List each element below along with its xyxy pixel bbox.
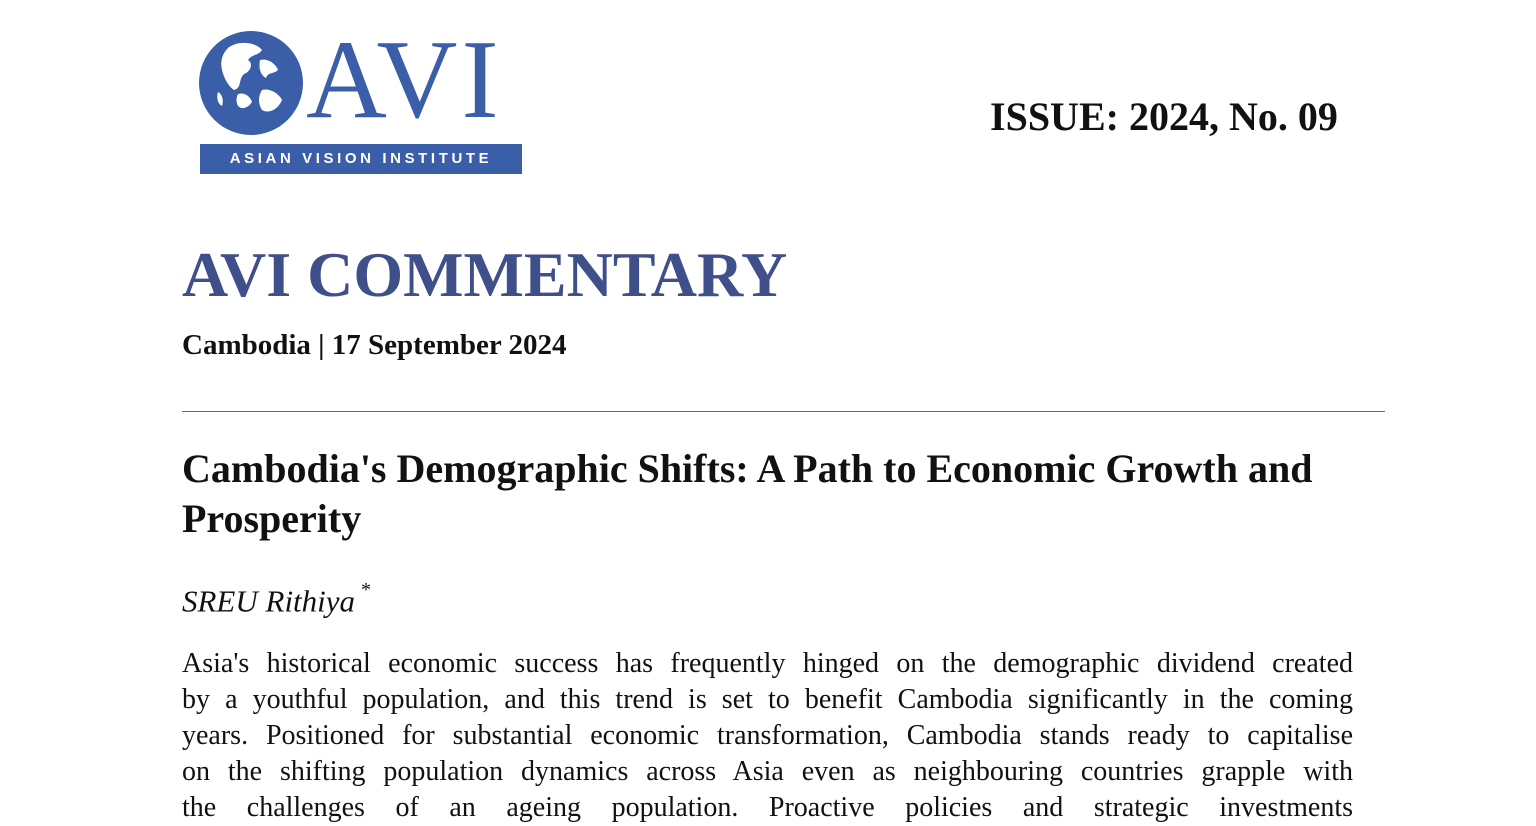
logo-band: ASIAN VISION INSTITUTE <box>200 144 522 174</box>
body-line: years. Positioned for substantial economic transformation, Cambodia stands ready to capitalise <box>182 720 1353 751</box>
globe-icon <box>198 30 304 136</box>
logo-wordmark: AVI <box>306 18 503 142</box>
author-byline <box>182 574 371 621</box>
avi-logo <box>198 18 526 176</box>
author-name: SREU Rithiya <box>182 583 356 619</box>
header-divider <box>182 411 1385 412</box>
series-title: AVI COMMENTARY <box>182 239 788 310</box>
issue-number: ISSUE: 2024, No. 09 <box>990 94 1338 139</box>
author-footnote-mark[interactable]: * <box>361 579 372 601</box>
body-line: the challenges of an ageing population. Proactive policies and strategic investments <box>182 792 1353 823</box>
article-title: Cambodia's Demographic Shifts: A Path to Economic Growth and Prosperity <box>182 446 1313 541</box>
article-body <box>182 646 1353 826</box>
body-line: by a youthful population, and this trend is set to benefit Cambodia significantly in the coming <box>182 684 1353 715</box>
dateline: Cambodia | 17 September 2024 <box>182 329 567 361</box>
body-line: Asia's historical economic success has frequently hinged on the demographic dividend created <box>182 648 1353 679</box>
body-line: on the shifting population dynamics across Asia even as neighbouring countries grapple with <box>182 756 1353 787</box>
